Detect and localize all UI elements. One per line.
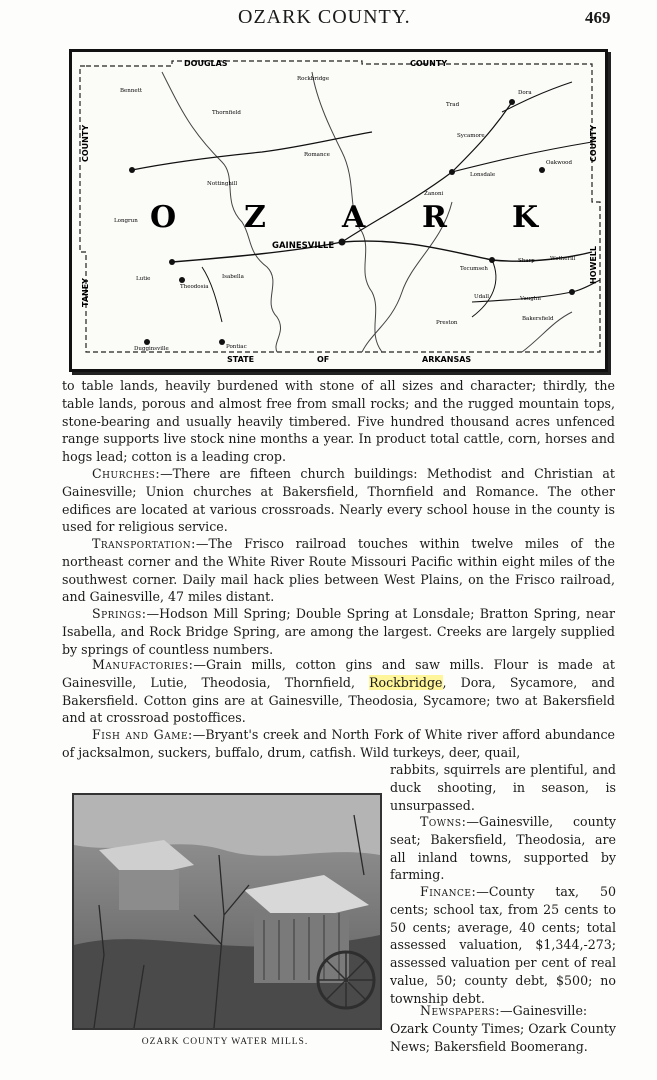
running-title: OZARK COUNTY. (238, 6, 411, 28)
paragraph-fish-game (62, 726, 615, 762)
paragraph-springs (62, 605, 615, 658)
map-label-county-top: COUNTY (410, 59, 448, 68)
map-letter: O (150, 200, 177, 235)
paragraph-text: —County tax, 50 cents; school tax, from 25 cents to 50 cents; average, 40 cents; total assessed valuation, $1,344,-273; assessed valuation per cent of real value, 50; county debt, $500; no township debt. (390, 884, 616, 1006)
map-place: Udall (474, 294, 489, 300)
town-dot (219, 339, 225, 345)
paragraph-text: —There are fifteen church buildings: Methodist and Christian at Gainesville; Union churches at Bakersfield, Thornfield and Romance. The other edifices are located at various crossroads. Nearly every school house in the county is used for religious service. (62, 466, 615, 535)
paragraph-lead: Churches: (92, 466, 161, 481)
paragraph-text: —Bryant's creek and North Fork of White river afford abundance of jacksalmon, suckers, buffalo, drum, catfish. Wild turkeys, deer, quail, (62, 727, 616, 760)
road (132, 132, 372, 170)
map-place: Thornfield (212, 110, 241, 116)
map-place: Wetherill (550, 256, 576, 262)
town-dot (539, 167, 545, 173)
town-dot (509, 99, 515, 105)
photo-caption: OZARK COUNTY WATER MILLS. (141, 1037, 309, 1047)
map-place: Nottinghill (207, 181, 238, 187)
map-letter: Z (244, 200, 266, 235)
map-label-of: OF (317, 355, 330, 364)
map-place: Sycamore (457, 133, 485, 139)
paragraph-lead: Fish and Game: (92, 727, 193, 742)
map-place: Sharp (518, 258, 535, 264)
paragraph-newspapers (390, 1002, 616, 1055)
map-label-county-left: COUNTY (81, 124, 90, 162)
map-place: Dugginsville (134, 346, 169, 352)
town-dot (449, 169, 455, 175)
paragraph-manufactories (62, 656, 615, 727)
paragraph-text: —Gainesville: Ozark County Times; Ozark County News; Bakersfield Boomerang. (390, 1003, 617, 1054)
map-label-state: STATE (227, 355, 255, 364)
map-label-howell: HOWELL (589, 246, 598, 284)
map-label-douglas: DOUGLAS (184, 59, 228, 68)
map-place: Bakersfield (522, 316, 554, 322)
paragraph-terrain (62, 377, 615, 466)
paragraph-text: to table lands, heavily burdened with stone of all sizes and character; thirdly, the table lands, porous and almost free from small rocks; and the rugged mountain tops, stone-bearing and usually heavily timbered. Five hundred thousand acres unfenced range supports live stock nine months a year. In product total cattle, corn, horses and hogs lead; cotton is a leading crop. (62, 378, 615, 465)
paragraph-game-continued (390, 761, 616, 814)
map-place: Isabella (222, 274, 244, 280)
map-place: Vaughn (520, 296, 541, 302)
paragraph-lead: Finance: (420, 884, 477, 899)
map-place: Rockbridge (297, 76, 330, 82)
paragraph-text: —Grain mills, cotton gins and saw mills. Flour is made at Gainesville, Lutie, Theodosia, Thornfield, (62, 657, 615, 690)
map-place: Theodosia (180, 284, 209, 290)
paragraph-text: rabbits, squirrels are plentiful, and duck shooting, in season, is unsurpassed. (390, 762, 616, 813)
paragraph-text: —The Frisco railroad touches within twelve miles of the northeast corner and the White River Route Missouri Pacific within eight miles of the southwest corner. Daily mail hack plies between West Plains, on the Frisco railroad, and Gainesville, 47 miles distant. (62, 536, 615, 605)
map-place: Lutie (136, 276, 151, 282)
paragraph-towns (390, 813, 616, 884)
paragraph-lead: Manufactories: (92, 657, 194, 672)
running-header (0, 4, 657, 30)
map-place: Romance (304, 152, 330, 158)
paragraph-lead: Springs: (92, 606, 147, 621)
page-number: 469 (585, 8, 611, 27)
county-map (69, 49, 608, 372)
paragraph-lead: Transportation: (92, 536, 196, 551)
town-dot (169, 259, 175, 265)
map-place: Pontiac (226, 344, 247, 350)
paragraph-text: , Dora, Sycamore, and Bakersfield. Cotton gins are at Gainesville, Theodosia, Sycamore; two at Bakersfield and at crossroad postoffices. (62, 674, 615, 726)
paragraph-churches (62, 465, 615, 536)
town-dot (179, 277, 185, 283)
map-place: Tecumseh (460, 266, 488, 272)
town-dot (144, 339, 150, 345)
map-place: Trad (446, 102, 460, 108)
map-place: Preston (436, 320, 458, 326)
town-dot (129, 167, 135, 173)
map-place: Bennett (120, 88, 143, 94)
map-place: Dora (518, 90, 532, 96)
paragraph-text: —Hodson Mill Spring; Double Spring at Lonsdale; Bratton Spring, near Isabella, and Rock Bridge Spring, are among the largest. Creeks are largely supplied by springs of countless numbers. (62, 606, 615, 657)
map-label-arkansas: ARKANSAS (422, 355, 472, 364)
map-letter: K (512, 200, 539, 235)
paragraph-lead: Towns: (420, 814, 467, 829)
paragraph-finance (390, 883, 616, 1008)
paragraph-transportation (62, 535, 615, 606)
water-mills-photo (72, 793, 382, 1030)
map-letter: A (342, 200, 366, 235)
town-dot (339, 239, 346, 246)
map-place: Lonsdale (470, 172, 496, 178)
road (202, 267, 222, 322)
road (452, 142, 592, 172)
town-dot (569, 289, 575, 295)
town-dot (489, 257, 495, 263)
map-place: Longrun (114, 218, 138, 224)
county-map-drawing (72, 52, 605, 369)
road (502, 82, 572, 112)
map-letter: R (422, 200, 447, 235)
map-label-gainesville: GAINESVILLE (272, 241, 335, 251)
map-place: Oakwood (546, 160, 572, 166)
paragraph-text: —Gainesville, county seat; Bakersfield, Theodosia, are all inland towns, supported by farming. (390, 814, 616, 883)
map-place: Zanoni (424, 191, 444, 197)
map-label-taney: TANEY (81, 278, 90, 307)
map-label-county-right: COUNTY (589, 124, 598, 162)
paragraph-lead: Newspapers: (420, 1003, 501, 1018)
highlighted-word: Rockbridge (369, 674, 443, 690)
photo-drawing (74, 795, 380, 1028)
